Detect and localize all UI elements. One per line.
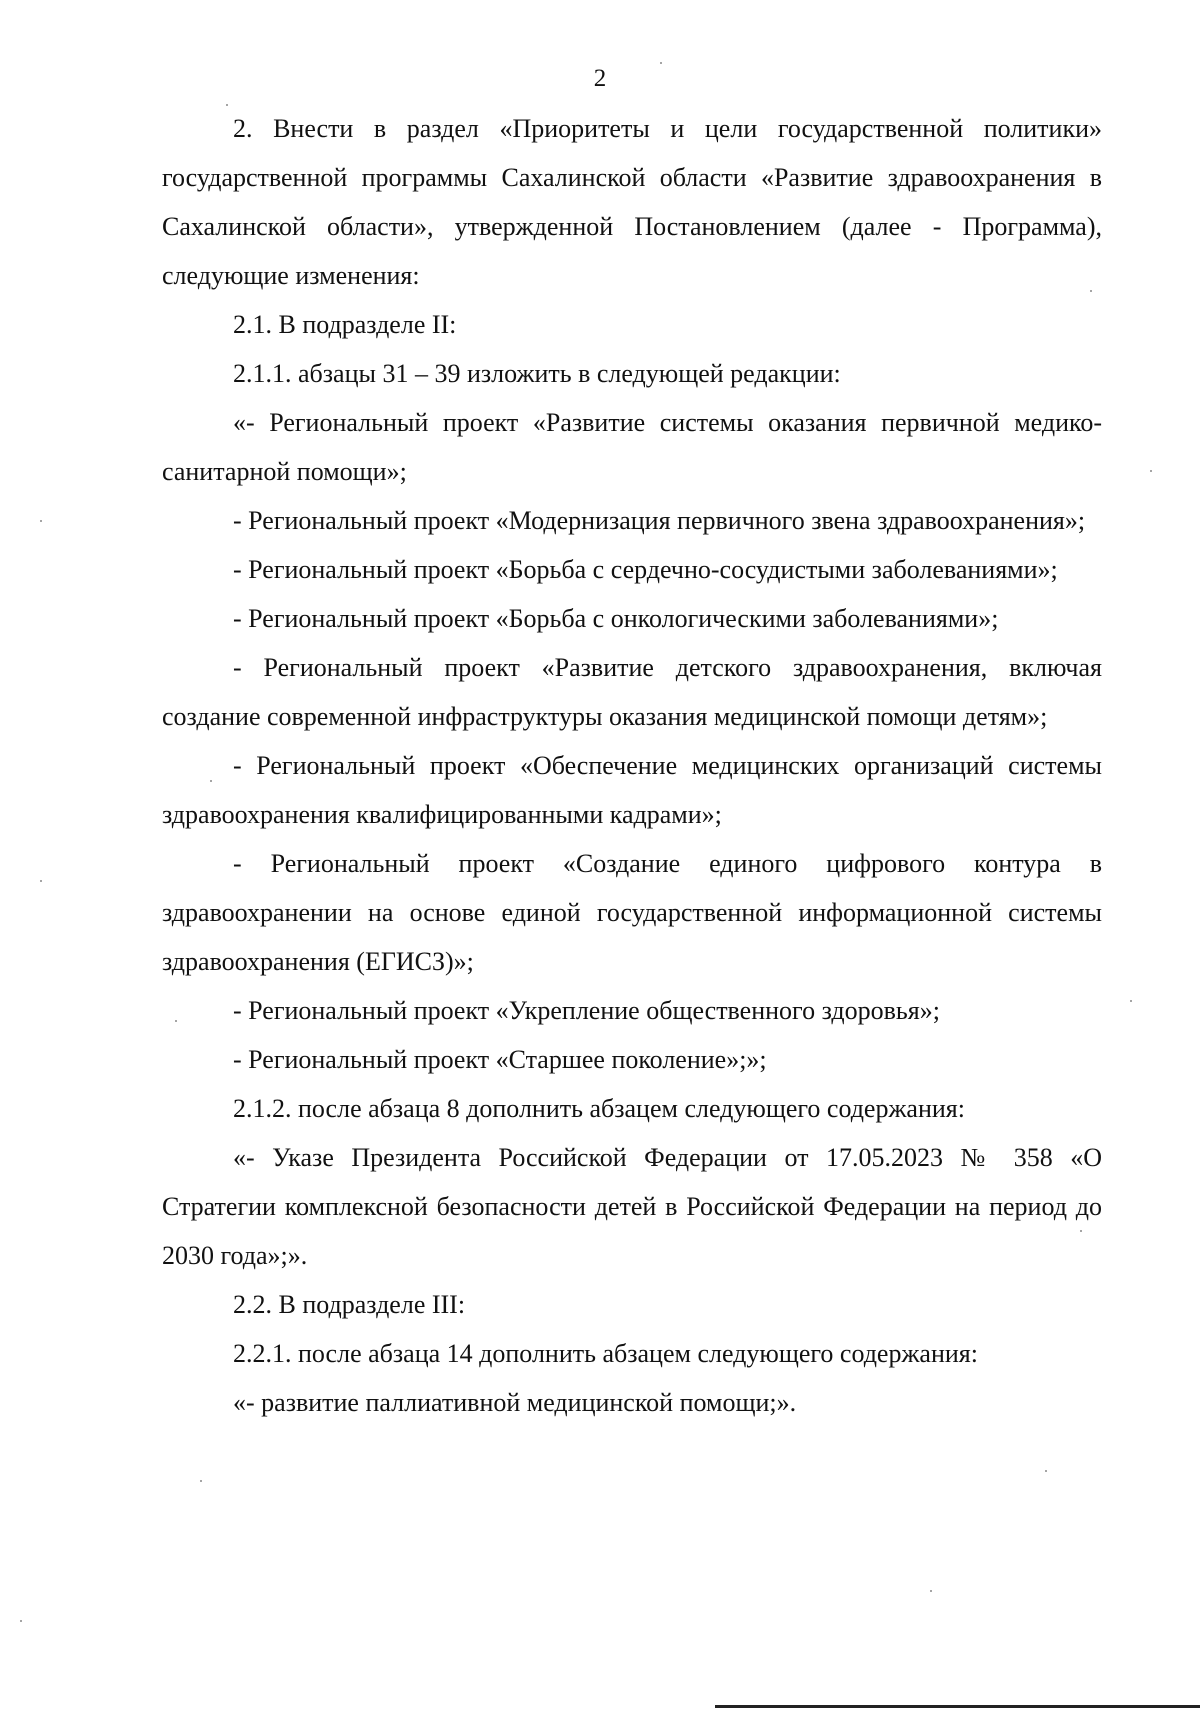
list-item-primary-care: «- Региональный проект «Развитие системы оказания первичной медико-санитарной помощи»; [162,408,1102,486]
paragraph-2-1-2: 2.1.2. после абзаца 8 дополнить абзацем следующего содержания: [233,1094,965,1123]
quote-palliative-care: «- развитие паллиативной медицинской помощи;». [233,1388,797,1417]
scan-speck [1045,1470,1047,1472]
list-item-modernization: - Региональный проект «Модернизация первичного звена здравоохранения»; [233,506,1086,535]
page-number: 2 [593,65,607,92]
scan-speck [930,1590,932,1592]
scan-speck [226,104,228,106]
paragraph-2-2: 2.2. В подразделе III: [233,1290,466,1319]
paragraph-2-1: 2.1. В подразделе II: [233,310,457,339]
list-item-child-health: - Региональный проект «Развитие детского здравоохранения, включая создание современной инфраструктуры оказания медицинской помощи детям»; [162,653,1102,731]
scan-speck [660,62,662,64]
paragraph-2: 2. Внести в раздел «Приоритеты и цели государственной политики» государственной программы Сахалинской области «Развитие здравоохранения в Сахалинской области», утвержденной Постановлением (далее - Программа), следующие изменения: [162,114,1102,290]
scan-speck [210,780,212,782]
paragraph-2-1-1: 2.1.1. абзацы 31 – 39 изложить в следующей редакции: [233,359,841,388]
scan-speck [1130,1000,1132,1002]
scan-speck [1090,290,1092,292]
scan-speck [40,880,42,882]
scan-speck [20,1620,22,1622]
list-item-staffing: - Региональный проект «Обеспечение медицинских организаций системы здравоохранения квалифицированными кадрами»; [162,751,1102,829]
list-item-oncology: - Региональный проект «Борьба с онкологическими заболеваниями»; [233,604,999,633]
list-item-digital-contour: - Региональный проект «Создание единого цифрового контура в здравоохранении на основе единой государственной информационной системы здравоохранения (ЕГИСЗ)»; [162,849,1102,976]
list-item-cardio: - Региональный проект «Борьба с сердечно-сосудистыми заболеваниями»; [233,555,1058,584]
quote-presidential-decree: «- Указе Президента Российской Федерации от 17.05.2023 № 358 «О Стратегии комплексной безопасности детей в Российской Федерации на период до 2030 года»;». [162,1143,1102,1270]
scan-speck [200,1480,202,1482]
scan-speck [1150,470,1152,472]
list-item-older-generation: - Региональный проект «Старшее поколение»;»; [233,1045,767,1074]
scan-speck [175,1020,177,1022]
paragraph-2-2-1: 2.2.1. после абзаца 14 дополнить абзацем следующего содержания: [233,1339,978,1368]
bottom-edge-line [715,1705,1200,1708]
document-body [162,104,1102,1427]
list-item-public-health: - Региональный проект «Укрепление общественного здоровья»; [233,996,940,1025]
scan-speck [1080,1230,1082,1232]
scan-speck [40,520,42,522]
